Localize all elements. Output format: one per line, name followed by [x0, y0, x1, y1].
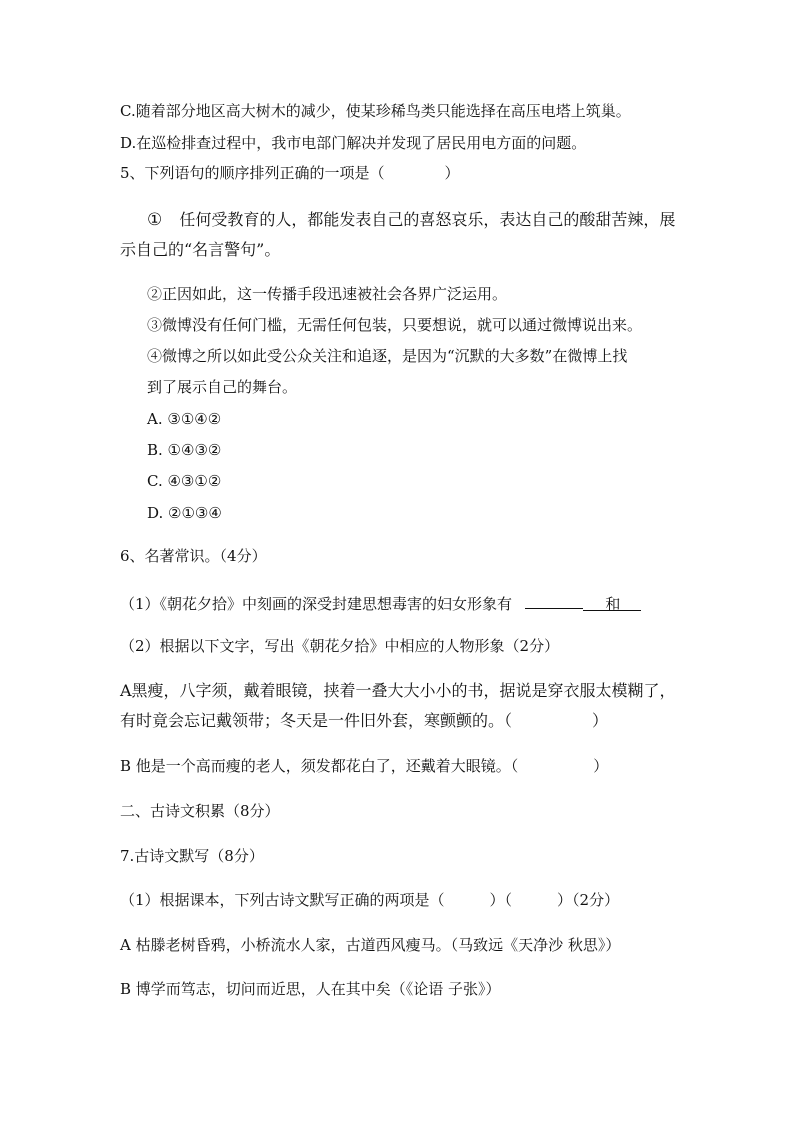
- question-6-title: 6、名著常识。（4分）: [120, 547, 267, 565]
- q5-option-d: D. ②①③④: [147, 504, 222, 522]
- q5-sentence-1-text: 任何受教育的人，都能发表自己的喜怒哀乐，表达自己的酸甜苦辣，展: [179, 210, 676, 229]
- q6-description-b: B 他是一个高而瘦的老人，须发都花白了，还戴着大眼镜。（ ）: [120, 757, 609, 775]
- q5-sentence-4-cont: 到了展示自己的舞台。: [147, 378, 298, 396]
- q5-sentence-1: [147, 210, 675, 230]
- q6-part-2: （2）根据以下文字，写出《朝花夕拾》中相应的人物形象（2分）: [120, 637, 560, 655]
- q5-option-c: C. ④③①②: [147, 472, 222, 490]
- q7-option-a: A 枯滕老树昏鸦，小桥流水人家，古道西风瘦马。（马致远《天净沙 秋思》）: [120, 936, 621, 954]
- q6-part-1-text: （1）《朝花夕拾》中刻画的深受封建思想毒害的妇女形象有: [120, 595, 513, 613]
- q6-description-a-line2: 有时竟会忘记戴领带；冬天是一件旧外套，寒颤颤的。（ ）: [120, 711, 609, 730]
- q5-sentence-3: ③微博没有任何门槛，无需任何包装，只要想说，就可以通过微博说出来。: [147, 316, 643, 334]
- q5-sentence-4: ④微博之所以如此受公众关注和追逐，是因为“沉默的大多数”在微博上找: [147, 347, 628, 365]
- q6-description-a-line1: A黑瘦，八字须，戴着眼镜，挟着一叠大大小小的书，据说是穿衣服太模糊了，: [120, 681, 676, 700]
- q5-sentence-1-cont: 示自己的“名言警句”。: [120, 240, 281, 259]
- q5-option-b: B. ①④③②: [147, 441, 222, 459]
- q6-and: 和: [583, 594, 641, 611]
- section-2-title: 二、古诗文积累（8分）: [120, 802, 280, 820]
- q6-blank-1[interactable]: [525, 592, 583, 609]
- q5-sentence-2: ②正因如此，这一传播手段迅速被社会各界广泛运用。: [147, 285, 508, 303]
- q6-part-1: [120, 592, 641, 614]
- q7-option-b: B 博学而笃志，切问而近思，人在其中矣（《论语 子张》）: [120, 980, 501, 998]
- question-7-title: 7.古诗文默写（8分）: [120, 847, 264, 865]
- option-d: D.在巡检排查过程中，我市电部门解决并发现了居民用电方面的问题。: [120, 134, 587, 152]
- q5-option-a: A. ③①④②: [147, 410, 222, 428]
- q7-part-1: （1）根据课本，下列古诗文默写正确的两项是（ ）（ ）（2分）: [120, 891, 620, 909]
- question-5-title: 5、下列语句的顺序排列正确的一项是（ ）: [120, 164, 460, 182]
- option-c: C.随着部分地区高大树木的减少，使某珍稀鸟类只能选择在高压电塔上筑巢。: [120, 102, 631, 120]
- q5-sentence-1-mark: ①: [147, 210, 163, 230]
